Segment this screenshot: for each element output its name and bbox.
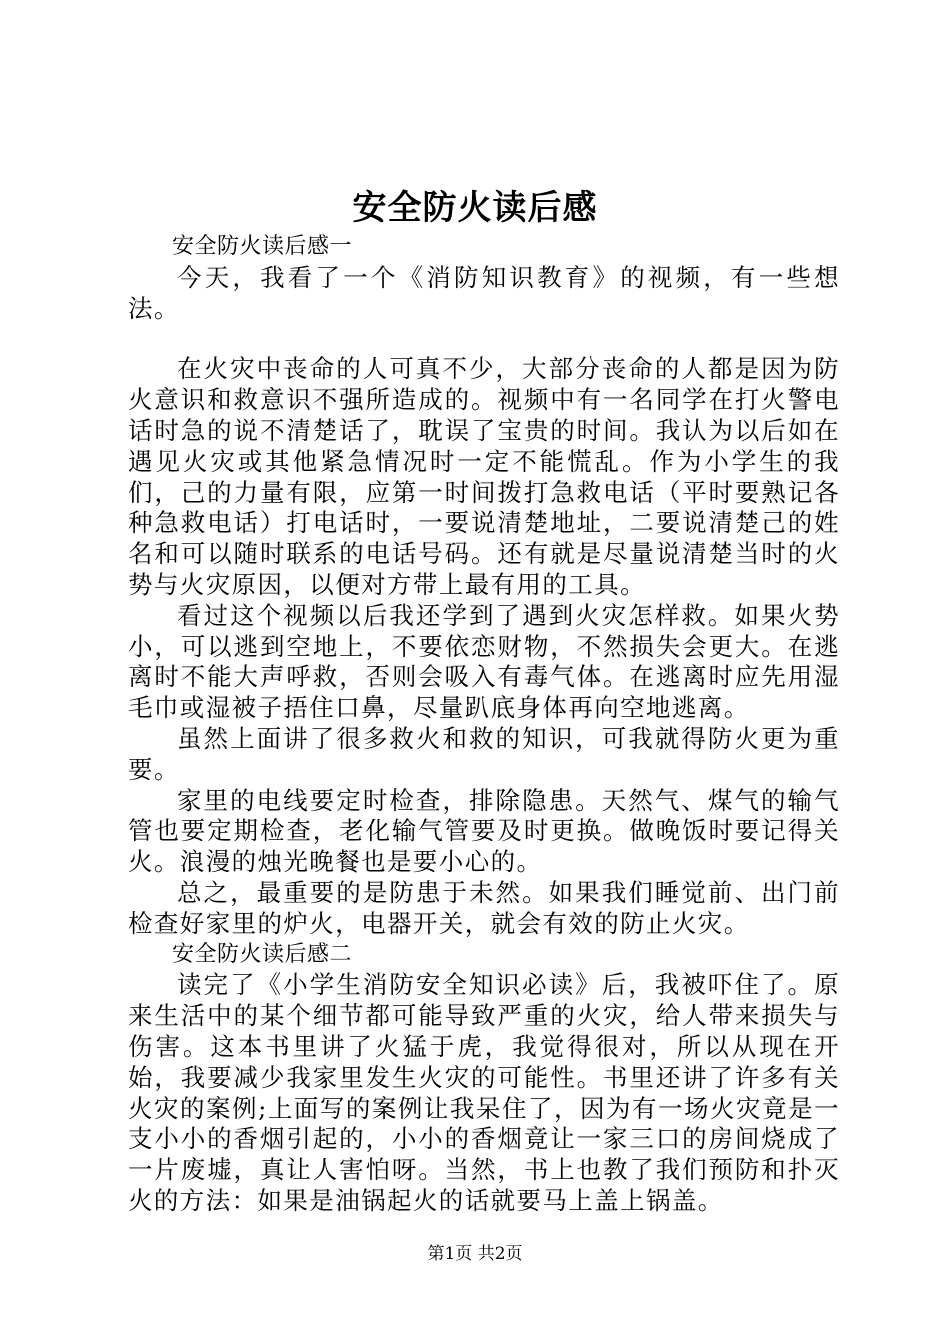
paragraph: 家里的电线要定时检查，排除隐患。天然气、煤气的输气管也要定期检查，老化输气管要及时更换。做晚饭时要记得关火。浪漫的烛光晚餐也是要小心的。 [128, 785, 840, 877]
document-body [128, 232, 840, 1217]
page-footer: 第1页 共2页 [427, 1244, 523, 1264]
section1-heading: 安全防火读后感一 [172, 234, 353, 259]
paragraph: 在火灾中丧命的人可真不少，大部分丧命的人都是因为防火意识和救意识不强所造成的。视频中有一名同学在打火警电话时急的说不清楚话了，耽误了宝贵的时间。我认为以后如在遇见火灾或其他紧急情况时一定不能慌乱。作为小学生的我们，己的力量有限，应第一时间拨打急救电话（平时要熟记各种急救电话）打电话时，一要说清楚地址，二要说清楚己的姓名和可以随时联系的电话号码。还有就是尽量说清楚当时的火势与火灾原因，以便对方带上最有用的工具。 [128, 354, 840, 599]
paragraph: 看过这个视频以后我还学到了遇到火灾怎样救。如果火势小，可以逃到空地上，不要依恋财物，不然损失会更大。在逃离时不能大声呼救，否则会吸入有毒气体。在逃离时应先用湿毛巾或湿被子捂住口鼻，尽量趴底身体再向空地逃离。 [128, 600, 840, 723]
paragraph: 虽然上面讲了很多救火和救的知识，可我就得防火更为重要。 [128, 723, 840, 784]
paragraph: 读完了《小学生消防安全知识必读》后，我被吓住了。原来生活中的某个细节都可能导致严重的火灾，给人带来损失与伤害。这本书里讲了火猛于虎，我觉得很对，所以从现在开始，我要减少我家里发生火灾的可能性。书里还讲了许多有关火灾的案例;上面写的案例让我呆住了，因为有一场火灾竟是一支小小的香烟引起的，小小的香烟竟让一家三口的房间烧成了一片废墟，真让人害怕呀。当然，书上也教了我们预防和扑灭火的方法：如果是油锅起火的话就要马上盖上锅盖。 [128, 970, 840, 1215]
paragraph-gap [128, 324, 840, 354]
page-title: 安全防火读后感 [352, 188, 598, 228]
paragraph: 今天，我看了一个《消防知识教育》的视频，有一些想法。 [128, 262, 840, 323]
section2-heading: 安全防火读后感二 [172, 941, 353, 967]
paragraph: 总之，最重要的是防患于未然。如果我们睡觉前、出门前检查好家里的炉火，电器开关，就会有效的防止火灾。 [128, 877, 840, 938]
